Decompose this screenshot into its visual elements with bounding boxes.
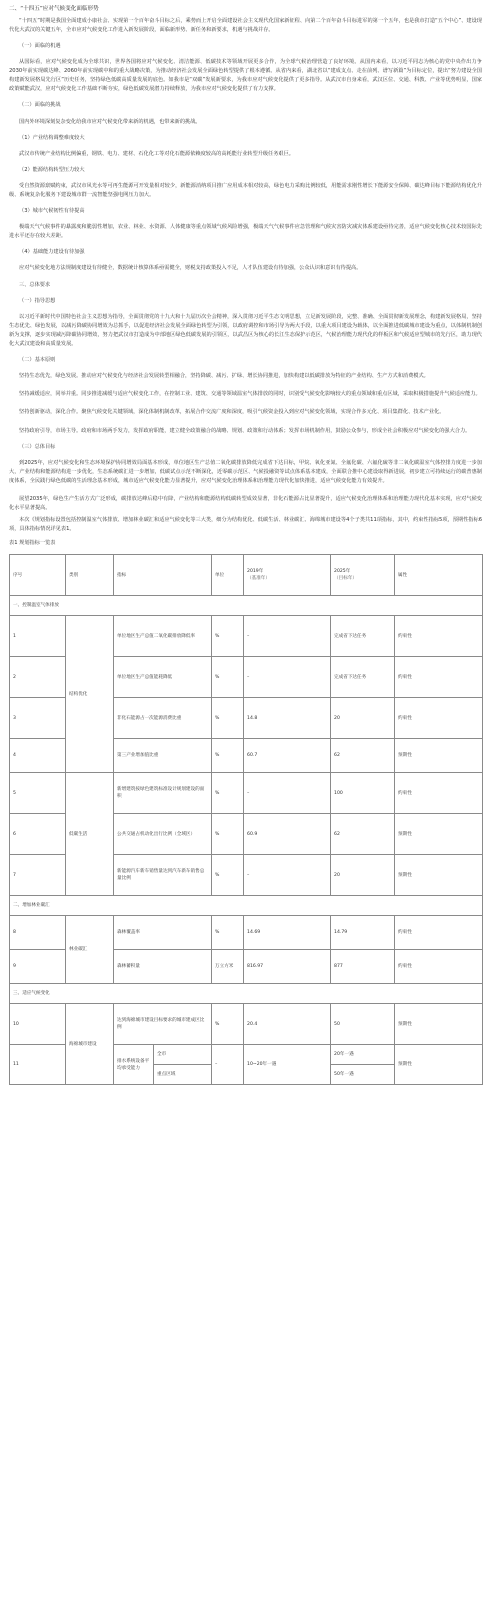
challenge-1-heading: （1）产业结构调整难度较大 <box>19 134 85 141</box>
row-unit: % <box>212 1004 244 1045</box>
row-no: 2 <box>10 657 66 698</box>
row-indicator: 新能源汽车新车销售量达到汽车新车销售总量比例 <box>114 855 212 896</box>
table-row <box>10 1004 483 1045</box>
challenges-intro: 国内外环境深刻复杂变化给我市应对气候变化带来新的机遇，也带来新的挑战。 <box>19 118 201 125</box>
row-2025: 14.79 <box>331 916 395 950</box>
row-2019: – <box>244 773 331 814</box>
group-label: 二、增加林业碳汇 <box>10 896 483 916</box>
row-indicator: 单位地区生产总值能耗降低 <box>114 657 212 698</box>
row-indicator: 森林覆盖率 <box>114 916 212 950</box>
row-unit: % <box>212 814 244 855</box>
challenge-2-paragraph: 受自然资源禀赋约束，武汉市风光水等可再生能源可开发量相对较少，新能源消纳项目推广应用成本相对较高，绿色电力采购比例较低，用能需求刚性增长下能源安全保障、碳达峰目标下能源结构优化升级、系统复杂化服务下建设城市群一流智能坚强电网压力加大。 <box>9 182 482 198</box>
row-unit: 万立方米 <box>212 950 244 984</box>
principle-2: 坚持减缓适应，同举并重。同步推进减缓与适应气候变化工作，在控制工业、建筑、交通等领域温室气体排放的同时，识别受气候变化影响较大的重点领域和重点区域，采取积极措施提升气候适应能力。 <box>19 391 481 398</box>
goals-heading: （三）总体目标 <box>19 443 56 450</box>
table-header-row <box>10 555 483 596</box>
header-unit: 单位 <box>212 555 244 596</box>
requirements-heading: 三、总体要求 <box>19 281 51 288</box>
row-2019: 816.97 <box>244 950 331 984</box>
principles-heading: （二）基本原则 <box>19 357 56 364</box>
intro-paragraph: “十四五”时期是我国全面建成小康社会、实现第一个百年奋斗目标之后，乘势而上开启全面建设社会主义现代化国家新征程、向第二个百年奋斗目标进军的第一个五年，也是我市打造“五个中心”、建设现代化大武汉的关键五年，全市应对气候变化工作进入新发展阶段，面临新形势、新任务和新要求，机遇与挑战并存。 <box>9 17 482 33</box>
row-unit: % <box>212 773 244 814</box>
row-2019: 14.69 <box>244 916 331 950</box>
row-2025: 100 <box>331 773 395 814</box>
row-indicator: 公共交通占机动化出行比例（全域区） <box>114 814 212 855</box>
challenge-1-paragraph: 武汉市传统产业结构比例偏重，钢铁、电力、建材、石化化工等对化石能源依赖度较高的高耗能行业转型升级任务艰巨。 <box>19 150 294 157</box>
header-attribute: 属性 <box>395 555 483 596</box>
row-no: 9 <box>10 950 66 984</box>
row-no: 1 <box>10 616 66 657</box>
row-2025: 20 <box>331 855 395 896</box>
challenge-2-heading: （2）能源结构转型压力较大 <box>19 166 85 173</box>
group-label: 一、控制温室气体排放 <box>10 596 483 616</box>
guiding-ideology-paragraph: 以习近平新时代中国特色社会主义思想为指导，全面贯彻党的十九大和十九届历次全会精神，深入贯彻习近平生态文明思想，立足新发展阶段，完整、准确、全面贯彻新发展理念，构建新发展格局，坚持生态优先、绿色发展，以减污降碳协同增效为总抓手，以促进经济社会发展全面绿色转型为引领，以政府调控和市场引导为两大手段，以重大项目建设为载体，以全面推进低碳城市建设为重点，以体制机制创新为支撑，逐步实现减污降碳协同增效，努力把武汉市打造成为中部地区绿色低碳发展的引领区，以武昌区为核心的长江生态保护示范区，气候治理能力现代化的样板区和气候适应型城市的先行区，助力现代化大武汉建设和高质量发展。 <box>9 313 482 348</box>
category-structure: 结构优化 <box>66 616 114 773</box>
principle-3: 坚持创新驱动，深化合作。聚焦气候变化关键领域，深化体制机制改革，拓展合作交流广度和深度，吸引气候资金投入到应对气候变化领域，实现合作多元化、项目集群化、技术产业化。 <box>19 409 445 416</box>
row-unit: % <box>212 698 244 739</box>
category-low-carbon: 低碳生活 <box>66 773 114 896</box>
row-2025: 50 <box>331 1004 395 1045</box>
challenge-3-paragraph: 极端天气气候事件的暴露度和脆弱性增加，农业、林业、水资源、人体健康等重点领域气候风险增强，极端天气气候事件应急管理和气候灾害防灾减灾体系建设亟待完善，适应气候变化核心技术较国际先进水平还存在较大差距。 <box>9 224 482 240</box>
row-2019: – <box>244 616 331 657</box>
row-2019: 60.9 <box>244 814 331 855</box>
goal-2025-paragraph: 到2025年，应对气候变化和生态环境保护协同增效局面基本形成，单位地区生产总值二氧化碳排放降低完成省下达目标，甲烷、氧化亚氮、全氟化碳、六氟化硫等非二氧化碳温室气体控排力度进一步加大，产业结构和能源结构进一步优化，生态系统碳汇进一步增加，低碳试点示范不断深化，近零碳示范区、气候投融资等试点体系基本建成，全面联合推中心建设取得新进展，初步建立可持续运行的碳普惠制度体系，全民践行绿色低碳的生活理念基本形成，城市适应气候变化能力显著提升，应对气候变化治理体系和治理能力现代化加快推进，适应气候变化能力有效提升。 <box>9 459 482 484</box>
indicator-summary-paragraph: 本次《规划指标设置包括控制温室气体排放、增加林业碳汇和适应气候变化等三大类，细分为结构优化、低碳生活、林业碳汇、海绵城市建设等4个子类共11项指标，其中，约束性指标5项，预期性指标6项，具体指标情况详见表1。 <box>9 517 482 533</box>
category-forest: 林业碳汇 <box>66 916 114 984</box>
challenge-4-paragraph: 应对气候变化地方法规制度建设有待健全，数据统计核算体系亟需健全，财税支持政策投入不足，人才队伍建设有待加强，公众认识和意识有待提高。 <box>19 265 362 272</box>
row-2025: 完成省下达任务 <box>331 616 395 657</box>
guiding-ideology-heading: （一）指导思想 <box>19 297 56 304</box>
row-attribute: 预期性 <box>395 814 483 855</box>
row-unit: % <box>212 739 244 773</box>
table-caption: 表1 规划指标一览表 <box>9 540 56 547</box>
header-category: 类别 <box>66 555 114 596</box>
row-indicator: 新增建筑按绿色建筑标准设计规划建设的面积 <box>114 773 212 814</box>
principle-4: 坚持政府引导，市场主导。政府和市场两手发力，发挥政府职能，建立健全政策融合的战略、规划、政策和行动体系；发挥市场机制作用，鼓励公众参与，形成全社会积极应对气候变化的强大合力。 <box>19 427 471 434</box>
row-no: 7 <box>10 855 66 896</box>
row-2025: 20年一遇 <box>331 1045 395 1065</box>
challenges-heading: （二）面临的挑战 <box>19 102 61 109</box>
row-unit: – <box>212 1045 244 1085</box>
row-2025: 62 <box>331 739 395 773</box>
table-row <box>10 916 483 950</box>
row-indicator: 第三产业增加值比重 <box>114 739 212 773</box>
row-2019: 14.8 <box>244 698 331 739</box>
row-no: 10 <box>10 1004 66 1045</box>
table-group-row <box>10 596 483 616</box>
row-no: 4 <box>10 739 66 773</box>
row-2019: 60.7 <box>244 739 331 773</box>
row-indicator: 非化石能源占一次能源消费比重 <box>114 698 212 739</box>
principle-1: 坚持生态优先，绿色发展。推动应对气候变化与经济社会发展转型相融合，坚持降碳、减污、扩绿、增长协同推进，加快构建以低碳排放为特征的产业结构、生产方式和消费模式。 <box>19 373 429 380</box>
row-2019: – <box>244 855 331 896</box>
goal-2035-paragraph: 展望2035年，绿色生产生活方式广泛形成，碳排放达峰后稳中有降，产业结构和能源结构低碳转型成效显著，非化石能源占比显著提升，适应气候变化治理体系和治理能力现代化基本实现，应对气候变化水平显著提高。 <box>9 495 482 512</box>
row-2025: 50年一遇 <box>331 1065 395 1085</box>
row-attribute: 约束性 <box>395 616 483 657</box>
row-2025: 62 <box>331 814 395 855</box>
challenge-3-heading: （3）城市气候韧性有待提高 <box>19 208 85 215</box>
row-attribute: 约束性 <box>395 698 483 739</box>
row-2025: 877 <box>331 950 395 984</box>
header-indicator: 指标 <box>114 555 212 596</box>
challenge-4-heading: （4）基础能力建设有待加强 <box>19 249 85 256</box>
group-label: 三、适应气候变化 <box>10 984 483 1004</box>
row-2025: 20 <box>331 698 395 739</box>
row-no: 11 <box>10 1045 66 1085</box>
table-row <box>10 773 483 814</box>
row-attribute: 约束性 <box>395 916 483 950</box>
row-attribute: 预期性 <box>395 1004 483 1045</box>
row-attribute: 预期性 <box>395 739 483 773</box>
header-2025: 2025年 （目标年） <box>331 555 395 596</box>
row-indicator: 森林蓄积量 <box>114 950 212 984</box>
row-unit: % <box>212 855 244 896</box>
table-row <box>10 616 483 657</box>
row-subcategory: 全市 <box>154 1045 212 1065</box>
table-group-row <box>10 896 483 916</box>
row-unit: % <box>212 616 244 657</box>
row-unit: % <box>212 657 244 698</box>
row-2019: 10~20年一遇 <box>244 1045 331 1085</box>
row-attribute: 约束性 <box>395 950 483 984</box>
header-2019: 2019年 （基准年） <box>244 555 331 596</box>
opportunities-paragraph: 从国际看，应对气候变化成为全球共识，世界各国将应对气候变化、清洁能源、低碳技术等领域开展更多合作，为全球气候治理营造了良好环境。从国内来看，以习近平同志为核心的党中央作出力争2030年前实现碳达峰、2060年前实现碳中和的重大战略决策，为推动经济社会发展全面绿色转型提供了根本遵循。从省内来看，湖北省以“建成支点、走在前列、谱写新篇”为目标定位，提出“努力建设全国构建新发展格局先行区”历史任务，坚持绿色低碳高质量发展的底色。如我市是“双碳”发展新要求，为我市应对气候变化提供了更多指导。从武汉市自身来看，武汉区位、交通、科教、产业等优势明显，国家政策赋能武汉，应对气候变化工作基础不断夯实，绿色低碳发展潜力持续释放，为我市应对气候变化提供了有力支撑。 <box>9 59 482 93</box>
row-attribute: 约束性 <box>395 773 483 814</box>
table-group-row <box>10 984 483 1004</box>
category-sponge-city: 海绵城市建设 <box>66 1004 114 1085</box>
row-2019: – <box>244 657 331 698</box>
section-title: 二、“十四五”应对气候变化面临形势 <box>9 6 99 12</box>
row-attribute: 预期性 <box>395 1045 483 1085</box>
row-2025: 完成省下达任务 <box>331 657 395 698</box>
row-indicator: 排水系统设备平均承受能力 <box>114 1045 154 1085</box>
row-unit: % <box>212 916 244 950</box>
row-2019: 20.4 <box>244 1004 331 1045</box>
row-no: 3 <box>10 698 66 739</box>
row-no: 8 <box>10 916 66 950</box>
row-no: 5 <box>10 773 66 814</box>
row-no: 6 <box>10 814 66 855</box>
row-indicator: 达到海绵城市建设目标要求的城市建成区比例 <box>114 1004 212 1045</box>
row-attribute: 预期性 <box>395 855 483 896</box>
row-subcategory: 重点区域 <box>154 1065 212 1085</box>
indicator-table <box>9 554 483 1085</box>
header-no: 序号 <box>10 555 66 596</box>
opportunities-heading: （一）面临的机遇 <box>19 42 61 49</box>
row-attribute: 约束性 <box>395 657 483 698</box>
row-indicator: 单位地区生产总值二氧化碳排放降低率 <box>114 616 212 657</box>
